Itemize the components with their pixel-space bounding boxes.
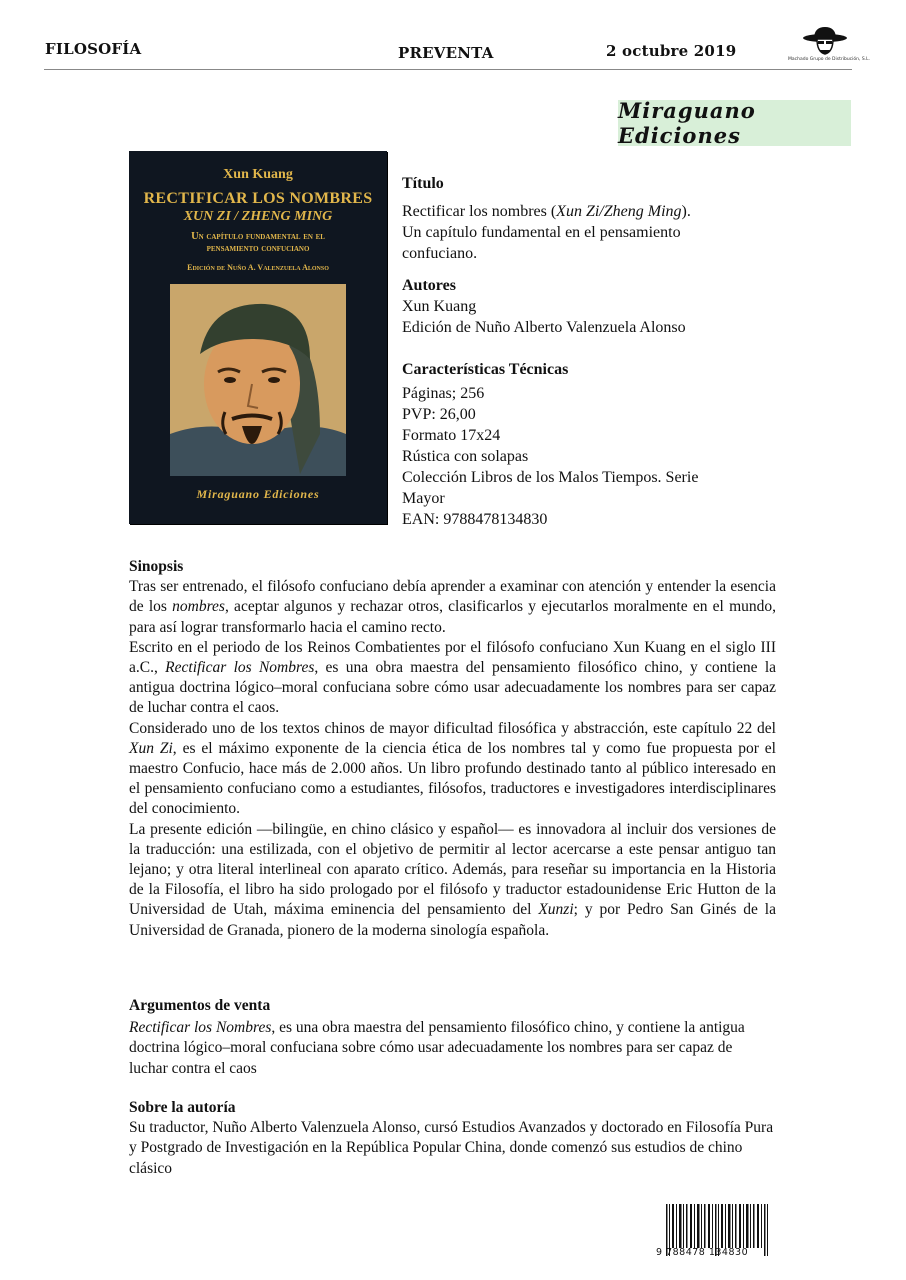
ean-value: EAN: 9788478134830 — [402, 511, 548, 528]
sinopsis-heading: Sinopsis — [129, 558, 184, 575]
cover-description — [149, 231, 367, 255]
cover-description-line: Un capítulo fundamental en el — [191, 231, 325, 242]
cover-subtitle: XUN ZI / ZHENG MING — [183, 209, 333, 224]
section-label: FILOSOFÍA — [45, 40, 142, 58]
distributor-label: Machado Grupo de Distribución, S.L. — [788, 57, 871, 62]
titulo-heading: Título — [402, 175, 444, 192]
cover-title: RECTIFICAR LOS NOMBRES — [143, 190, 373, 207]
coleccion-value: Mayor — [402, 490, 445, 507]
sinopsis-paragraph: Tras ser entrenado, el filósofo confuciano debía aprender a examinar con atención y entender la esencia de los nombres, aceptar algunos y rechazar otros, clasificarlos y ejecutarlos moralmente en el mundo, para así lograr transformarlo hacia el camino recto. — [129, 578, 777, 636]
cover-edition: Edición de Nuño A. Valenzuela Alonso — [187, 263, 329, 272]
formato-value: Formato 17x24 — [402, 427, 501, 444]
autores-heading: Autores — [402, 277, 456, 294]
cover-description-line: pensamiento confuciano — [206, 243, 310, 254]
sinopsis-paragraph: Escrito en el periodo de los Reinos Combatientes por el filósofo confuciano Xun Kuang en el siglo III a.C., Rectificar los Nombres, es una obra maestra del pensamiento filosófico chino, y contiene la antigua doctrina lógico–moral confuciana sobre cómo usar adecuadamente los nombres para ser capaz de luchar contra el caos. — [129, 638, 777, 717]
cover-publisher: Miraguano Ediciones — [196, 487, 320, 501]
sinopsis-section — [129, 557, 776, 941]
publisher-badge — [618, 100, 851, 146]
book-cover — [129, 151, 387, 524]
caracteristicas-heading: Características Técnicas — [402, 361, 569, 378]
date-label: 2 octubre 2019 — [606, 42, 737, 60]
pvp-value: PVP: 26,00 — [402, 406, 476, 423]
autoria-section — [129, 1098, 774, 1179]
autores-section — [402, 275, 762, 338]
titulo-line: confuciano. — [402, 245, 478, 262]
paginas-value: Páginas; 256 — [402, 385, 485, 402]
argumentos-section — [129, 996, 749, 1079]
sinopsis-paragraph: Considerado uno de los textos chinos de mayor dificultad filosófica y abstracción, este capítulo 22 del Xun Zi, es el máximo exponente de la ciencia ética de los nombres tal y como fue propuesta por el maestro Confucio, hace más de 2.000 años. Un libro profundo destinado tanto al público interesado en el pensamiento confuciano como a estudiantes, filósofos, traductores e investigadores interdisciplinares del conocimiento. — [129, 719, 776, 818]
status-label: PREVENTA — [398, 44, 494, 62]
portrait-illustration — [170, 284, 346, 476]
titulo-line: Rectificar los nombres (Xun Zi/Zheng Ming). — [402, 203, 691, 220]
barcode-digits: 9 788478 134830 — [656, 1247, 749, 1258]
caracteristicas-section — [402, 359, 762, 530]
editor-name: Edición de Nuño Alberto Valenzuela Alonso — [402, 319, 686, 336]
autor-name: Xun Kuang — [402, 298, 477, 315]
argumentos-text: Rectificar los Nombres, es una obra maestra del pensamiento filosófico chino, y contiene la antigua doctrina lógico–moral confuciana sobre cómo usar adecuadamente los nombres para ser capaz de luchar contra el caos — [129, 1019, 745, 1077]
titulo-line: Un capítulo fundamental en el pensamiento — [402, 224, 681, 241]
sinopsis-paragraph: La presente edición —bilingüe, en chino clásico y español— es innovadora al incluir dos versiones de la traducción: una estilizada, con el objetivo de permitir al lector acercarse a este pensar antiguo tan lejano; y otra literal interlineal con aparato crítico. Además, para reseñar su importancia en la Historia de la Filosofía, el libro ha sido prologado por el filósofo y traductor estadounidense Eric Hutton de la Universidad de Utah, máxima eminencia del pensamiento del Xunzi; y por Pedro San Ginés de la Universidad de Granada, pionero de la moderna sinología española. — [129, 820, 776, 939]
cover-author: Xun Kuang — [223, 167, 293, 182]
autoria-heading: Sobre la autoría — [129, 1099, 236, 1116]
coleccion-value: Colección Libros de los Malos Tiempos. Serie — [402, 469, 699, 486]
titulo-section — [402, 173, 762, 264]
autoria-text: Su traductor, Nuño Alberto Valenzuela Alonso, cursó Estudios Avanzados y doctorado en Filosofía Pura y Postgrado de Investigación en la República Popular China, donde comenzó sus estudios de chino clásico — [129, 1119, 774, 1177]
argumentos-heading: Argumentos de venta — [129, 997, 271, 1014]
header-divider — [44, 69, 852, 70]
publisher-name: Miraguano Ediciones — [618, 98, 756, 148]
encuadernacion-value: Rústica con solapas — [402, 448, 529, 465]
